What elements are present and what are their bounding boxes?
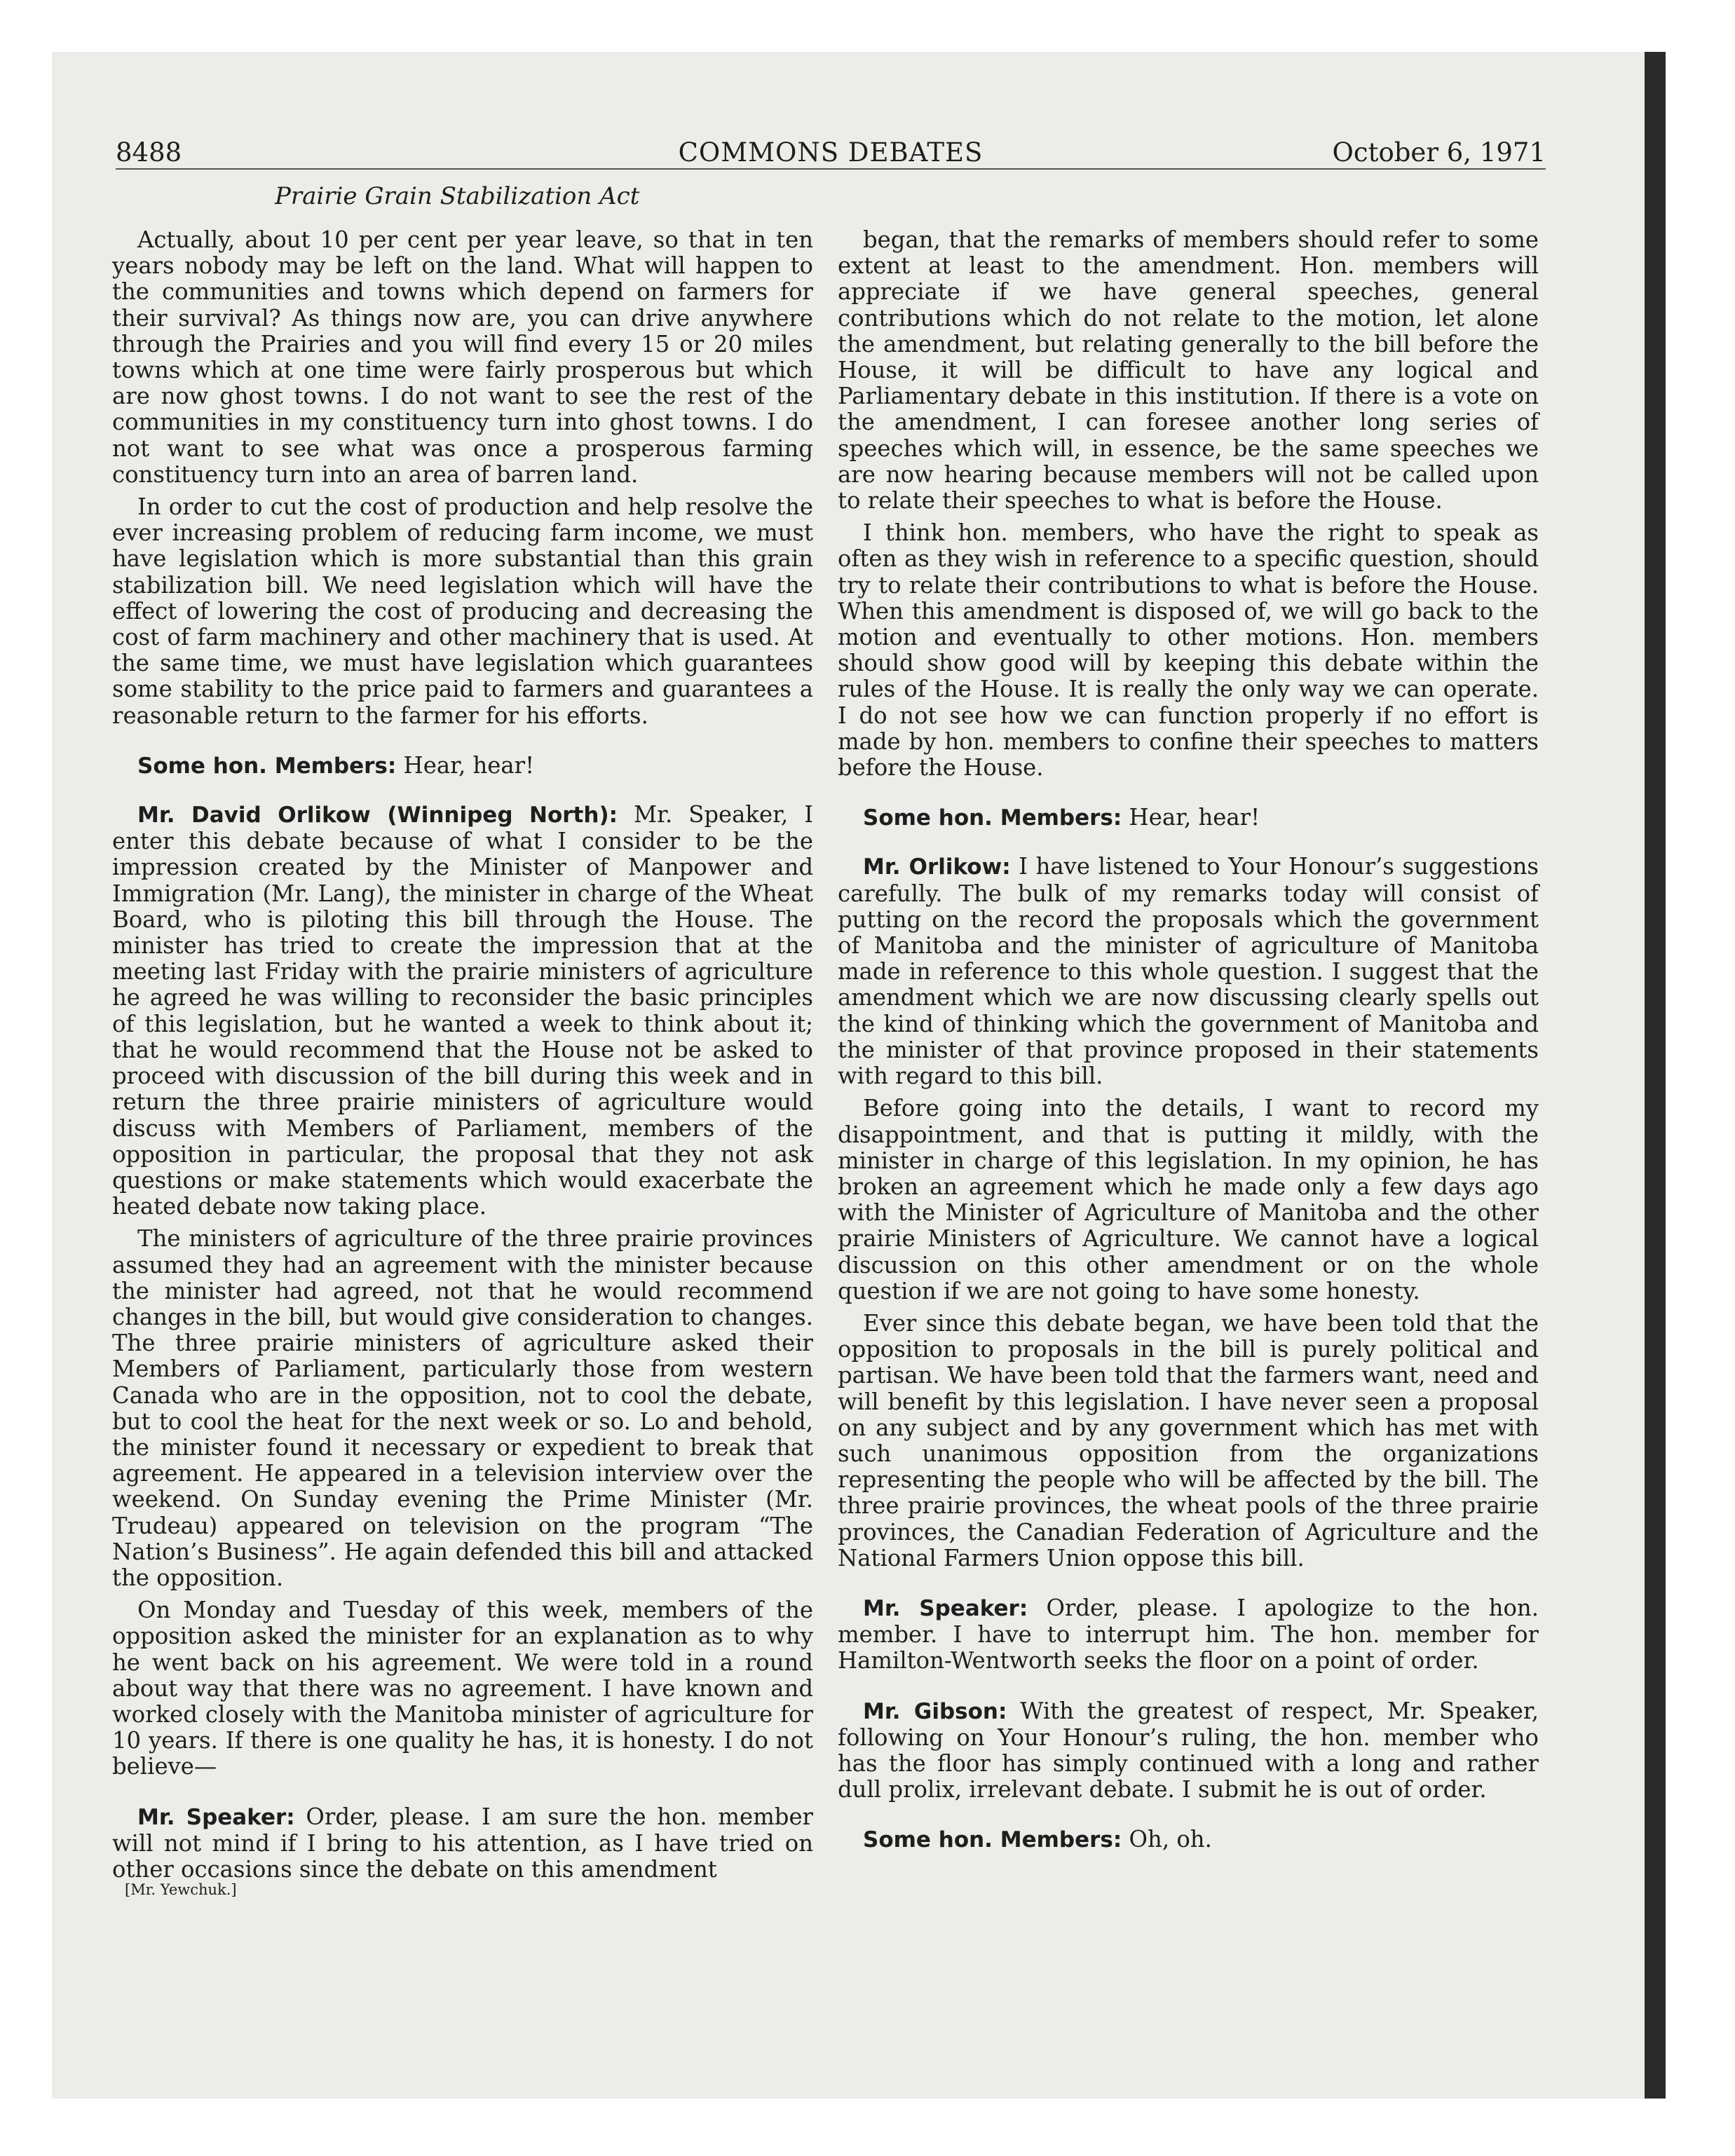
right-column — [838, 227, 1539, 1861]
paragraph-text: began, that the remarks of members should refer to some extent at least to the amendment. Hon. members will appreciate if we have general speeches, general contributions which do not relate to the motion, let alone the amendment, but relating generally to the bill before the House, it will be difficult to have any logical and Parliamentary debate in this institution. If there is a vote on the amendment, I can foresee another long series of speeches which will, in essence, be the same speeches we are now hearing because members will not be called upon to relate their speeches to what is before the House. — [838, 226, 1539, 514]
speaker-paragraph — [838, 1827, 1539, 1853]
speech-text: Hear, hear! — [1122, 804, 1260, 831]
paragraph — [112, 494, 813, 729]
speaker-name: Mr. Orlikow: — [863, 854, 1011, 880]
speech-text: With the greatest of respect, Mr. Speaker, following on Your Honour’s ruling, the hon. member who has the floor has simply continued with a long and rather dull prolix, irrelevant debate. I submit he is out of order. — [838, 1697, 1539, 1803]
publication-title: COMMONS DEBATES — [678, 137, 984, 168]
paragraph — [112, 1226, 813, 1591]
speaker-paragraph — [838, 805, 1539, 831]
paragraph — [838, 520, 1539, 781]
speaker-name: Mr. Speaker: — [863, 1595, 1028, 1621]
paragraph — [838, 1311, 1539, 1571]
paragraph-text: In order to cut the cost of production and help resolve the ever increasing problem of reducing farm income, we must have legislation which is more substantial than this grain stabilization bill. We need legislation which will have the effect of lowering the cost of producing and decreasing the cost of farm machinery and other machinery that is used. At the same time, we must have legislation which guarantees some stability to the price paid to farmers and guarantees a reasonable return to the farmer for his efforts. — [112, 493, 813, 729]
speech-text: I have listened to Your Honour’s suggestions carefully. The bulk of my remarks today will consist of putting on the record the proposals which the government of Manitoba and the minister of agriculture of Manitoba made in reference to this whole question. I suggest that the amendment which we are now discussing clearly spells out the kind of thinking which the government of Manitoba and the minister of that province proposed in their statements with regard to this bill. — [838, 853, 1539, 1090]
speaker-paragraph — [112, 1804, 813, 1883]
speaker-name: Some hon. Members: — [863, 805, 1122, 831]
paragraph-text: Actually, about 10 per cent per year leave, so that in ten years nobody may be left on the land. What will happen to the communities and towns which depend on farmers for their survival? As things now are, you can drive anywhere through the Prairies and you will find every 15 or 20 miles towns which at one time were fairly prosperous but which are now ghost towns. I do not want to see the rest of the communities in my constituency turn into ghost towns. I do not want to see what was once a prosperous farming constituency turn into an area of barren land. — [112, 226, 813, 488]
paragraph — [112, 1597, 813, 1780]
scan-edge-shadow — [1645, 52, 1666, 2099]
speech-text: Order, please. I am sure the hon. member will not mind if I bring to his attention, as I have tried on other occasions since the debate on this amendment — [112, 1803, 813, 1883]
paragraph-text: Before going into the details, I want to record my disappointment, and that is putting it mildly, with the minister in charge of this legislation. In my opinion, he has broken an agreement which he made only a few days ago with the Minister of Agriculture of Manitoba and the other prairie Ministers of Agriculture. We cannot have a logical discussion on this other amendment or on the whole question if we are not going to have some honesty. — [838, 1095, 1539, 1304]
speech-text: Hear, hear! — [396, 751, 535, 779]
page-footer-note: [Mr. Yewchuk.] — [125, 1881, 237, 1898]
paragraph-text: I think hon. members, who have the right to speak as often as they wish in reference to a specific question, should try to relate their contributions to what is before the House. When this amendment is disposed of, we will go back to the motion and eventually to other motions. Hon. members should show good will by keeping this debate within the rules of the House. It is really the only way we can operate. I do not see how we can function properly if no effort is made by hon. members to confine their speeches to matters before the House. — [838, 519, 1539, 782]
page-date: October 6, 1971 — [1332, 137, 1546, 168]
speaker-name: Mr. David Orlikow (Winnipeg North): — [137, 803, 618, 828]
paragraph-text: The ministers of agriculture of the three prairie provinces assumed they had an agreement with the minister because the minister had agreed, not that he would recommend changes in the bill, but would give consideration to changes. The three prairie ministers of agriculture asked their Members of Parliament, particularly those from western Canada who are in the opposition, not to cool the debate, but to cool the heat for the next week or so. Lo and behold, the minister found it necessary or expedient to break that agreement. He appeared in a television interview over the weekend. On Sunday evening the Prime Minister (Mr. Trudeau) appeared on television on the program “The Nation’s Business”. He again defended this bill and attacked the opposition. — [112, 1225, 813, 1591]
speaker-paragraph — [838, 1595, 1539, 1674]
speaker-name: Some hon. Members: — [137, 753, 397, 779]
paragraph-text: On Monday and Tuesday of this week, members of the opposition asked the minister for an explanation as to why he went back on his agreement. We were told in a round about way that there was no agreement. I have known and worked closely with the Manitoba minister of agriculture for 10 years. If there is one quality he has, it is honesty. I do not believe— — [112, 1597, 813, 1780]
section-subhead: Prairie Grain Stabilization Act — [275, 182, 640, 210]
page-number: 8488 — [116, 137, 182, 168]
paragraph — [838, 227, 1539, 514]
left-column — [112, 227, 813, 1905]
speaker-name: Some hon. Members: — [863, 1827, 1122, 1853]
speech-text: Order, please. I apologize to the hon. member. I have to interrupt him. The hon. member for Hamilton-Wentworth seeks the floor on a point of order. — [838, 1594, 1539, 1674]
paragraph — [838, 1096, 1539, 1304]
speaker-name: Mr. Gibson: — [863, 1698, 1007, 1724]
speaker-paragraph — [112, 802, 813, 1220]
paragraph-text: Ever since this debate began, we have been told that the opposition to proposals in the bill is purely political and partisan. We have been told that the farmers want, need and will benefit by this legislation. I have never seen a proposal on any subject and by any government which has met with such unanimous opposition from the organizations representing the people who will be affected by the bill. The three prairie provinces, the wheat pools of the three prairie provinces, the Canadian Federation of Agriculture and the National Farmers Union oppose this bill. — [838, 1309, 1539, 1571]
speaker-name: Mr. Speaker: — [137, 1804, 295, 1830]
speech-text: Mr. Speaker, I enter this debate because of what I consider to be the impression created by the Minister of Manpower and Immigration (Mr. Lang), the minister in charge of the Wheat Board, who is piloting this bill through the House. The minister has tried to create the impression that at the meeting last Friday with the prairie ministers of agriculture he agreed he was willing to reconsider the basic principles of this legislation, but he wanted a week to think about it; that he would recommend that the House not be asked to proceed with discussion of the bill during this week and in return the three prairie ministers of agriculture would discuss with Members of Parliament, members of the opposition in particular, the proposal that they not ask questions or make statements which would exacerbate the heated debate now taking place. — [112, 801, 813, 1220]
page-header — [116, 137, 1546, 170]
speaker-paragraph — [112, 753, 813, 779]
speech-text: Oh, oh. — [1122, 1826, 1212, 1853]
speaker-paragraph — [838, 854, 1539, 1089]
paragraph — [112, 227, 813, 488]
speaker-paragraph — [838, 1698, 1539, 1803]
